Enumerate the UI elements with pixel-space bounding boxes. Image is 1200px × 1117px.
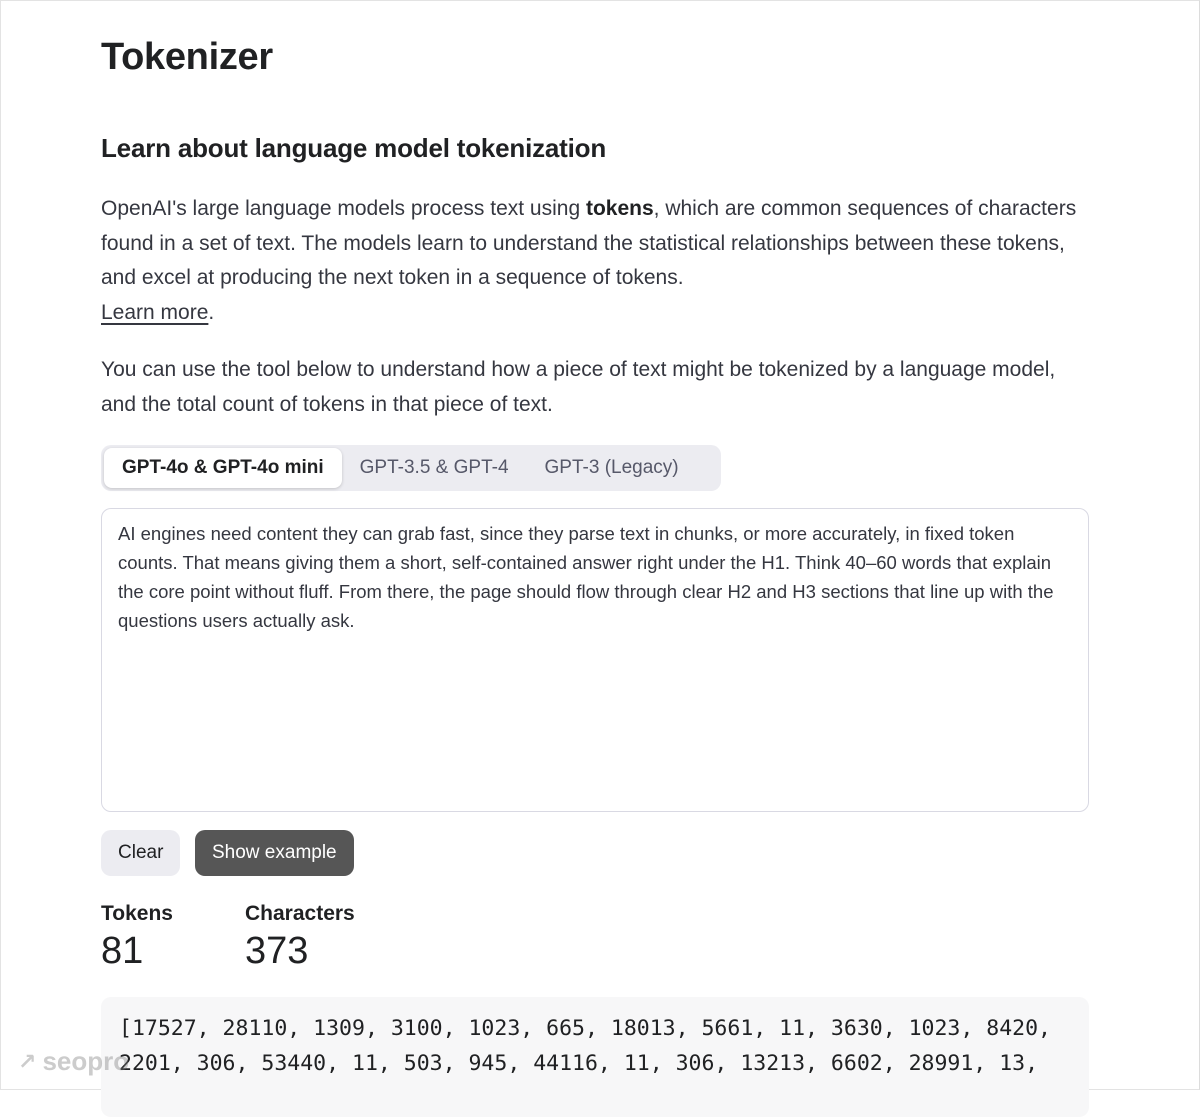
characters-label: Characters [245, 902, 355, 925]
model-tabs [101, 445, 721, 491]
intro-text-before: OpenAI's large language models process text using [101, 197, 586, 220]
learn-more-link[interactable]: Learn more [101, 300, 209, 324]
tool-description: You can use the tool below to understand how a piece of text might be tokenized by a language model, and the total count of tokens in that piece of text. [101, 358, 1056, 416]
intro-bold-tokens: tokens [585, 197, 654, 220]
clear-button[interactable]: Clear [101, 830, 180, 876]
show-example-button[interactable]: Show example [195, 830, 354, 876]
tab-gpt-4o[interactable]: GPT-4o & GPT-4o mini [104, 448, 342, 488]
characters-count: 373 [245, 930, 309, 972]
tokens-label: Tokens [101, 902, 173, 925]
arrow-up-right-icon: ↗ [18, 1048, 37, 1074]
intro-paragraph [101, 192, 1091, 330]
watermark-text: seopro [42, 1046, 130, 1076]
tokens-count: 81 [101, 930, 144, 972]
characters-stat [245, 902, 355, 973]
section-subtitle: Learn about language model tokenization [101, 133, 607, 163]
text-input[interactable] [101, 508, 1089, 812]
intro-text-after: , which are common sequences of characters found in a set of text. The models learn to understand the statistical relationships between these tokens, and excel at producing the next token in a sequence of tokens. [101, 197, 1077, 289]
tokens-stat [101, 902, 173, 973]
tab-gpt-3-5-gpt-4[interactable]: GPT-3.5 & GPT-4 [359, 457, 509, 478]
token-ids-output: [17527, 28110, 1309, 3100, 1023, 665, 18013, 5661, 11, 3630, 1023, 8420, 2201, 306, 53440, 11, 503, 945, 44116, 11, 306, 13213, 6602, 28991, 13, [101, 997, 1089, 1117]
learn-more-period: . [208, 300, 215, 324]
tab-gpt-3-legacy[interactable]: GPT-3 (Legacy) [544, 457, 679, 478]
page-title: Tokenizer [101, 36, 273, 78]
watermark [18, 1046, 129, 1077]
